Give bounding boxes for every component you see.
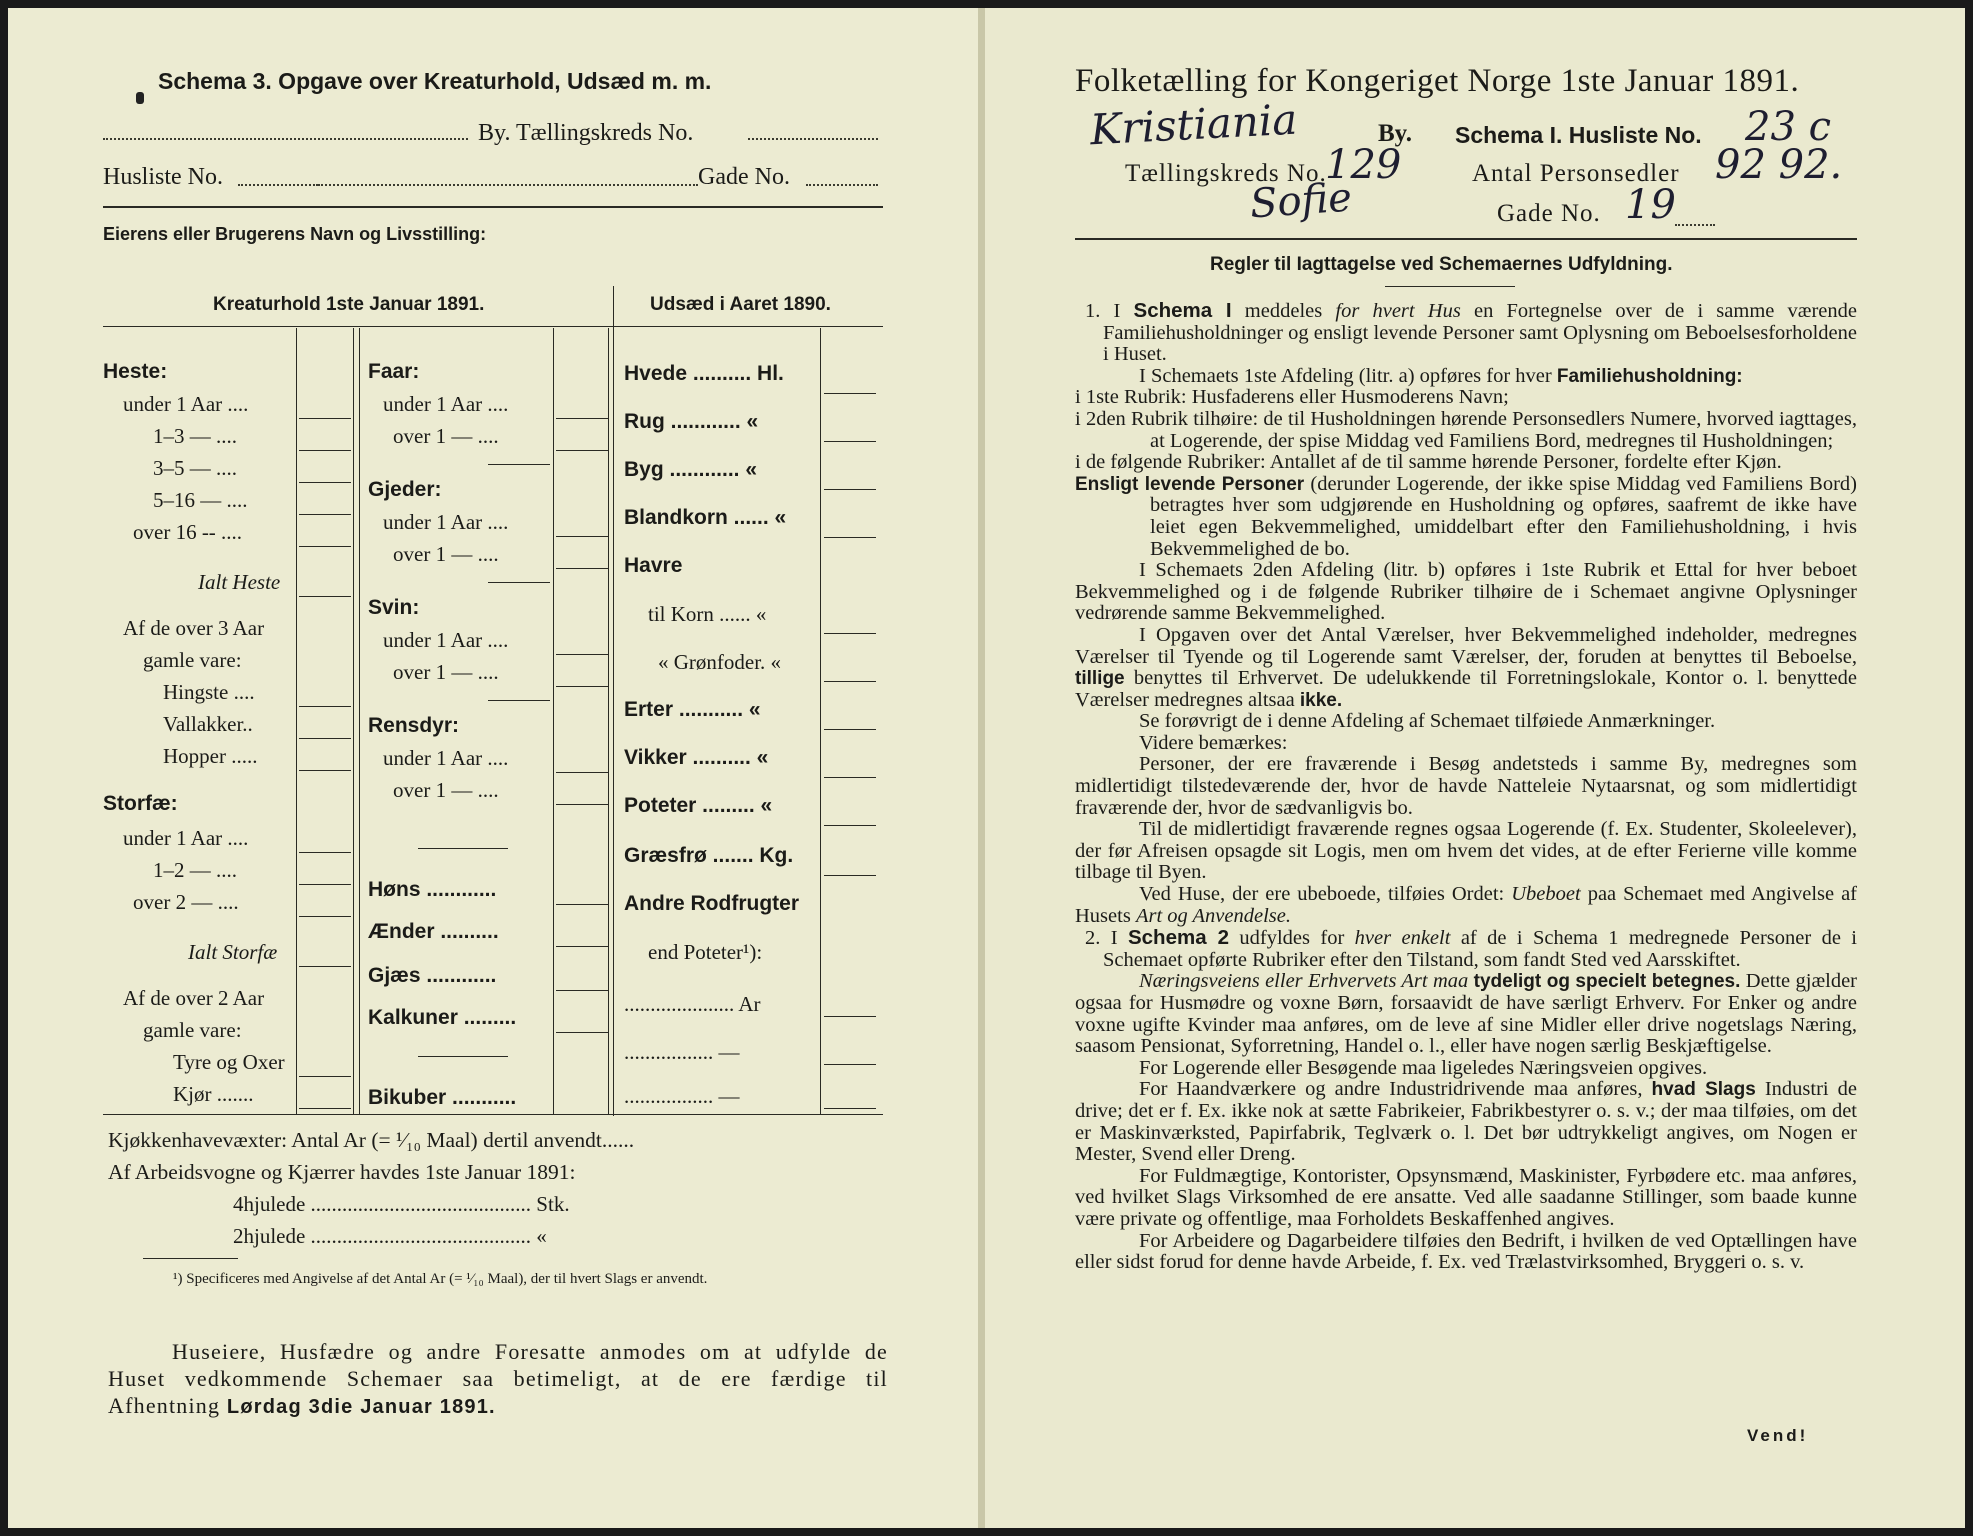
hopper-entry[interactable] xyxy=(299,770,351,771)
vikker-label: Vikker .......... « xyxy=(624,746,769,769)
pen-mark-icon xyxy=(136,92,144,104)
rug-entry[interactable] xyxy=(824,441,876,442)
storfae-heading: Storfæ: xyxy=(103,792,178,815)
heste-entry-2[interactable] xyxy=(299,450,351,451)
ar-entry-3[interactable] xyxy=(824,1108,876,1109)
rule1-number: 1. I xyxy=(1085,300,1121,322)
kalkuner-total-line xyxy=(418,1056,508,1057)
heste-row-5: over 16 -- .... xyxy=(133,520,243,544)
storfae-entry-3[interactable] xyxy=(299,916,351,917)
ialt-heste-entry[interactable] xyxy=(299,596,351,597)
rule2-number: 2. I xyxy=(1085,927,1118,950)
gjeder-row-2: over 1 — .... xyxy=(393,542,499,566)
storfae-row-2: 1–2 — .... xyxy=(153,858,237,882)
rule1-p8-bold: tillige xyxy=(1075,668,1125,690)
bikuber-label: Bikuber ........... xyxy=(368,1086,517,1109)
af-de-2aar-label: Af de over 2 Aar xyxy=(123,986,265,1010)
rule2-q3-bold: hvad Slags xyxy=(1651,1079,1756,1101)
hons-entry[interactable] xyxy=(556,904,608,905)
rule1-p5: i de følgende Rubriker: Antallet af de til samme hørende Personer, fordelte efter Kjøn. xyxy=(1075,451,1782,474)
hvede-entry[interactable] xyxy=(824,393,876,394)
handwritten-gade-no: 19 xyxy=(1625,182,1676,228)
by-kreds-label: By. Tællingskreds No. xyxy=(478,120,694,146)
tyre-entry[interactable] xyxy=(299,1076,351,1077)
rule2-q2: For Logerende eller Besøgende maa ligeledes Næringsveien opgives. xyxy=(1139,1056,1708,1079)
rensdyr-entry-1[interactable] xyxy=(556,772,608,773)
rule1-text-a: meddeles xyxy=(1244,300,1323,322)
svin-entry-2[interactable] xyxy=(556,686,608,687)
rule2-q1-italic: Næringsveiens eller Erhvervets Art maa xyxy=(1139,970,1469,993)
vikker-entry[interactable] xyxy=(824,777,876,778)
rule2-q1-text: Dette gjælder ogsaa for Husmødre og voxne Børn, forsaavidt de have særligt Erhverv. For Enker og andre voxne ugifte Kvinder maa anføres, om de leve af sine Midler eller drive nogetslags Næring, saasom Pensionat, Syforretning, Handel o. l., eller have nogen særlig Beskjæftigelse. xyxy=(1075,970,1858,1058)
svin-row-1: under 1 Aar .... xyxy=(383,628,509,652)
rule2-q1-bold: tydeligt og specielt betegnes. xyxy=(1473,971,1741,993)
poteter-label: Poteter ......... « xyxy=(624,794,773,817)
rule1-p8a: I Opgaven over det Antal Værelser, hver Bekvemmelighed indeholder, medregnes Værelser til Tyende og til Logerende samt Værelser, der, foruden at benyttes til Beboelse, xyxy=(1075,623,1857,668)
husliste-underline xyxy=(318,184,698,186)
table-bottom-rule xyxy=(103,1114,883,1115)
svin-entry-1[interactable] xyxy=(556,654,608,655)
heste-entry-5[interactable] xyxy=(299,546,351,547)
schema1-label: Schema I. Husliste No. xyxy=(1455,122,1702,148)
aender-entry[interactable] xyxy=(556,946,608,947)
rules-heading: Regler til Iagttagelse ved Schemaernes Udfyldning. xyxy=(1210,254,1673,275)
hingste-entry[interactable] xyxy=(299,706,351,707)
hjul2-line: 2hjulede .......................................... « xyxy=(233,1224,547,1248)
faar-row-1: under 1 Aar .... xyxy=(383,392,509,416)
rule1-p13c: paa Schemaet med Angivelse af Husets xyxy=(1075,883,1858,927)
kreaturhold-heading: Kreaturhold 1ste Januar 1891. xyxy=(213,294,485,315)
handwritten-street: Sofie xyxy=(1248,174,1354,228)
antal-label: Antal Personsedler xyxy=(1472,160,1680,187)
handwritten-husliste-no: 23 c xyxy=(1745,104,1832,150)
footnote-rule xyxy=(143,1258,238,1259)
heste-row-4: 5–16 — .... xyxy=(153,488,248,512)
faar-entry-1[interactable] xyxy=(556,418,608,419)
col2-rule-b xyxy=(608,328,609,1114)
havre-label: Havre xyxy=(624,554,683,577)
ar-line-1: ..................... Ar xyxy=(624,992,761,1016)
heste-entry-3[interactable] xyxy=(299,482,351,483)
aender-label: Ænder .......... xyxy=(368,920,499,943)
gjeder-entry-2[interactable] xyxy=(556,568,608,569)
vallakker-entry[interactable] xyxy=(299,738,351,739)
notice-text: Huseiere, Husfædre og andre Foresatte anmodes om at udfylde de Huset vedkommende Schemaer saa betimeligt, at de ere færdige til Afhentning xyxy=(108,1339,888,1418)
rule2-q4: For Fuldmægtige, Kontorister, Opsynsmænd, Maskinister, Fyrbødere etc. maa anføres, ved hvilket Slags Virksomhed de ere ansatte. Ved alle saadanne Stillinger, som baade kunne være private og offentlige, maa Forholdets Beskaffenhed angives. xyxy=(1075,1164,1857,1230)
rule1-p8-ikke: ikke. xyxy=(1299,689,1343,711)
gade-field[interactable] xyxy=(806,184,878,186)
ar-entry-2[interactable] xyxy=(824,1064,876,1065)
handwritten-kreds-no: 129 xyxy=(1325,142,1402,188)
kjor-entry[interactable] xyxy=(299,1108,351,1109)
ar-line-2: ................. — xyxy=(624,1040,740,1064)
heste-row-2: 1–3 — .... xyxy=(153,424,237,448)
svin-total-line xyxy=(488,700,550,701)
storfae-entry-2[interactable] xyxy=(299,884,351,885)
rensdyr-total-line xyxy=(418,848,508,849)
major-divider xyxy=(613,286,614,1116)
col1-rule-c xyxy=(359,328,360,1114)
byg-label: Byg ............ « xyxy=(624,458,758,481)
vallakker-label: Vallakker.. xyxy=(163,712,253,736)
rule1-text-b: en Fortegnelse over de i samme værende Familiehusholdninger og ensligt levende Personer samt Oplysning om Beboelsesforholdene i Huset. xyxy=(1103,300,1857,366)
tyre-label: Tyre og Oxer xyxy=(173,1050,285,1074)
til-korn-label: til Korn ...... « xyxy=(648,602,767,626)
gade-label-right: Gade No. xyxy=(1497,200,1601,227)
heste-heading: Heste: xyxy=(103,360,168,383)
col1-rule-b xyxy=(353,328,354,1114)
header-divider xyxy=(103,206,883,208)
ialt-storfae-label: Ialt Storfæ xyxy=(188,940,278,964)
rule1-p13a: Ved Huse, der ere ubeboede, tilføies Ordet: xyxy=(1139,883,1505,906)
col3-rule-a xyxy=(820,328,821,1114)
rensdyr-heading: Rensdyr: xyxy=(368,714,460,737)
blandkorn-label: Blandkorn ...... « xyxy=(624,506,787,529)
ar-line-3: ................. — xyxy=(624,1084,740,1108)
ar-entry-1[interactable] xyxy=(824,1016,876,1017)
rule1-p7: I Schemaets 2den Afdeling (litr. b) opføres i 1ste Rubrik et Ettal for hver beboet Bekvemmelighed og i de følgende Rubriker tilhøire de i Schemaet angivne Oplysninger vedrørende samme Bekvemmelighed. xyxy=(1075,559,1857,625)
col2-rule-a xyxy=(553,328,554,1114)
heste-row-3: 3–5 — .... xyxy=(153,456,237,480)
faar-entry-2[interactable] xyxy=(556,450,608,451)
rule1-p13d: Art og Anvendelse. xyxy=(1135,904,1291,927)
ialt-heste-label: Ialt Heste xyxy=(198,570,281,594)
vend-label: Vend! xyxy=(1747,1426,1809,1445)
table-top-rule xyxy=(103,326,883,327)
hjul4-line: 4hjulede .......................................... Stk. xyxy=(233,1192,570,1216)
handwritten-city: Kristiania xyxy=(1088,94,1299,155)
notice-paragraph xyxy=(108,1338,888,1421)
taellingskreds-label: Tællingskreds No. xyxy=(1125,160,1327,187)
rule1-p6: (derunder Logerende, der ikke spise Middag ved Familiens Bord) betragtes hver som udgjørende en Husholdning og opføres, saafremt de ikke have leiet egen Bekvemmelighed, umiddelbart efter den Familiehusholdning, i hvis Bekvemmelighed de bo. xyxy=(1150,472,1857,560)
rule1-p12: Til de midlertidigt fraværende regnes ogsaa Logerende (f. Ex. Studenter, Skoleelever), der før Afreisen opsagde sit Logis, men om hvem det vides, at de efter Ferierne ville komme tilbage til Byen. xyxy=(1075,818,1857,884)
rule1-p2: I Schemaets 1ste Afdeling (litr. a) opføres for hver xyxy=(1139,364,1552,387)
gamle-vare-2-label: gamle vare: xyxy=(143,1018,242,1042)
arbeidsvogne-line: Af Arbeidsvogne og Kjærrer havdes 1ste Januar 1891: xyxy=(108,1160,576,1184)
right-page xyxy=(985,8,1965,1528)
rule2-q3a: For Haandværkere og andre Industridrivende maa anføres, xyxy=(1139,1078,1643,1101)
blandkorn-entry[interactable] xyxy=(824,537,876,538)
rensdyr-row-2: over 1 — .... xyxy=(393,778,499,802)
col1-rule-a xyxy=(296,328,297,1114)
gamle-vare-1-label: gamle vare: xyxy=(143,648,242,672)
end-poteter-label: end Poteter¹): xyxy=(648,940,763,964)
heste-row-1: under 1 Aar .... xyxy=(123,392,249,416)
kjokkenhave-line: Kjøkkenhavevæxter: Antal Ar (= ¹⁄₁₀ Maal) dertil anvendt...... xyxy=(108,1128,635,1152)
rule2-text-a: udfyldes for xyxy=(1239,927,1345,950)
erter-entry[interactable] xyxy=(824,729,876,730)
rule1-p3: i 1ste Rubrik: Husfaderens eller Husmoderens Navn; xyxy=(1075,386,1509,409)
erter-label: Erter ........... « xyxy=(624,698,761,721)
left-page xyxy=(8,8,983,1528)
gjaes-label: Gjæs ............ xyxy=(368,964,497,987)
gronfoder-label: « Grønfoder. « xyxy=(658,650,782,674)
ialt-storfae-entry[interactable] xyxy=(299,966,351,967)
faar-heading: Faar: xyxy=(368,360,420,383)
gjeder-total-line xyxy=(488,582,550,583)
kjor-label: Kjør ....... xyxy=(173,1082,254,1106)
poteter-entry[interactable] xyxy=(824,825,876,826)
til-korn-entry[interactable] xyxy=(824,633,876,634)
graesfro-entry[interactable] xyxy=(824,875,876,876)
udsaed-heading: Udsæd i Aaret 1890. xyxy=(650,294,831,315)
gade-dots xyxy=(1675,224,1715,226)
right-header-rule xyxy=(1075,238,1857,240)
kalkuner-entry[interactable] xyxy=(556,1032,608,1033)
gjeder-row-1: under 1 Aar .... xyxy=(383,510,509,534)
faar-total-line xyxy=(488,464,550,465)
gjeder-heading: Gjeder: xyxy=(368,478,442,501)
rule1-p11: Personer, der ere fraværende i Besøg andetsteds i samme By, medregnes som midlertidigt tilstedeværende der, hvor de havde Natteleie Nytaarsnat, og som midlertidigt fraværende der, hvor de sædvanligvis bo. xyxy=(1075,753,1857,819)
rules-heading-rule xyxy=(1385,286,1515,287)
notice-deadline: Lørdag 3die Januar 1891. xyxy=(226,1396,496,1418)
by-label: By. xyxy=(1378,120,1413,147)
rule2-schema: Schema 2 xyxy=(1127,926,1229,950)
rule1-p8c: benyttes til Erhvervet. De udelukkende til Forretningslokale, Kontor o. l. benyttede Værelser medregnes altsaa xyxy=(1075,667,1858,711)
rule1-p6-bold: Ensligt levende Personer xyxy=(1075,473,1305,495)
schema3-title: Schema 3. Opgave over Kreaturhold, Udsæd m. m. xyxy=(158,68,712,94)
city-field[interactable] xyxy=(103,138,468,140)
heste-entry-4[interactable] xyxy=(299,514,351,515)
handwritten-antal: 92 92. xyxy=(1715,142,1843,188)
rule1-p2-bold: Familiehusholdning: xyxy=(1556,365,1743,387)
gronfoder-entry[interactable] xyxy=(824,681,876,682)
graesfro-label: Græsfrø ....... Kg. xyxy=(624,844,794,867)
hingste-label: Hingste .... xyxy=(163,680,255,704)
storfae-row-3: over 2 — .... xyxy=(133,890,239,914)
storfae-entry-1[interactable] xyxy=(299,852,351,853)
storfae-row-1: under 1 Aar .... xyxy=(123,826,249,850)
rule1-p10: Videre bemærkes: xyxy=(1139,731,1288,754)
rule1-italic: for hvert Hus xyxy=(1335,300,1461,322)
rule1-p13-italic: Ubeboet xyxy=(1511,883,1581,906)
rule1-p4: i 2den Rubrik tilhøire: de til Husholdningen hørende Personsedlers Numere, hvorved iagttages, at Logerende, der spise Middag ved Familiens Bord, medregnes til Husholdningen; xyxy=(1075,407,1857,452)
census-title: Folketælling for Kongeriget Norge 1ste Januar 1891. xyxy=(1075,63,1800,99)
rug-label: Rug ............ « xyxy=(624,410,759,433)
rule2-q5: For Arbeidere og Dagarbeidere tilføies den Bedrift, i hvilken de ved Optællingen have eller sidst forud for denne havde Arbeide, f. Ex. ved Trælastvirksomhed, Bryggeri o. s. v. xyxy=(1075,1229,1857,1274)
husliste-field[interactable] xyxy=(238,184,318,186)
rule1-p9: Se forøvrigt de i denne Afdeling af Schemaet tilføiede Anmærkninger. xyxy=(1139,710,1716,733)
hvede-label: Hvede .......... Hl. xyxy=(624,362,784,385)
rensdyr-entry-2[interactable] xyxy=(556,804,608,805)
faar-row-2: over 1 — .... xyxy=(393,424,499,448)
hons-label: Høns ............ xyxy=(368,878,497,901)
andre-rodfrugter-label: Andre Rodfrugter xyxy=(624,892,799,915)
svin-heading: Svin: xyxy=(368,596,420,619)
gjeder-entry-1[interactable] xyxy=(556,536,608,537)
rule1-schema: Schema I xyxy=(1133,299,1232,322)
owner-label: Eierens eller Brugerens Navn og Livsstilling: xyxy=(103,224,487,244)
kreds-field[interactable] xyxy=(748,138,878,140)
byg-entry[interactable] xyxy=(824,489,876,490)
footnote-text: ¹) Specificeres med Angivelse af det Antal Ar (= ¹⁄₁₀ Maal), der til hvert Slags er anvendt. xyxy=(173,1271,708,1287)
rule2-q3c: Industri de drive; det er f. Ex. ikke nok at sætte Fabrikeier, Fabrikbestyrer o. s. v.; der maa tilføies, om det er Maskinværksted, Papirfabrik, Teglværk o. l. Det bør udtrykkeligt angives, om Nogen er Mester, Svend eller Dreng. xyxy=(1075,1078,1858,1166)
rule2-italic: hver enkelt xyxy=(1354,927,1451,950)
gjaes-entry[interactable] xyxy=(556,990,608,991)
rensdyr-row-1: under 1 Aar .... xyxy=(383,746,509,770)
svin-row-2: over 1 — .... xyxy=(393,660,499,684)
heste-entry-1[interactable] xyxy=(299,418,351,419)
husliste-label: Husliste No. xyxy=(103,164,223,190)
af-de-3aar-label: Af de over 3 Aar xyxy=(123,616,265,640)
rule2-text-b: af de i Schema 1 medregnede Personer de i Schemaet opførte Rubriker efter den Tilstand, som fandt Sted ved Aarsskiftet. xyxy=(1103,927,1858,971)
kalkuner-label: Kalkuner ......... xyxy=(368,1006,517,1029)
hopper-label: Hopper ..... xyxy=(163,744,258,768)
gade-label: Gade No. xyxy=(698,164,790,190)
rules-text xyxy=(1075,300,1857,1274)
